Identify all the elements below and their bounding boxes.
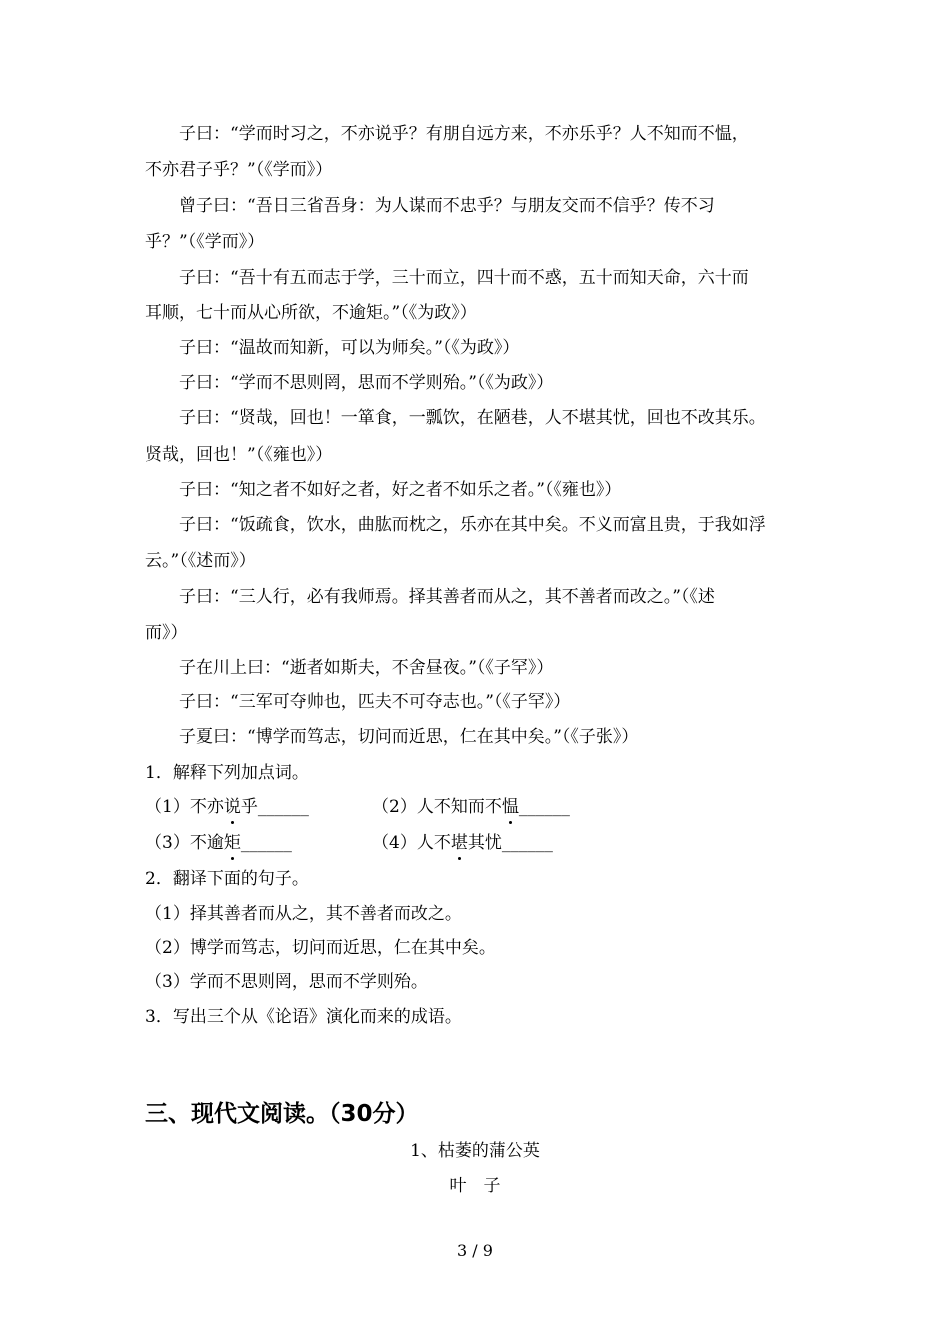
passage-6-line-1: 子曰：“贤哉，回也！一箪食，一瓢饮，在陋巷，人不堪其忧，回也不改其乐。: [179, 408, 766, 428]
passage-7-line-1: 子曰：“知之者不如好之者，好之者不如乐之者。”（《雍也》）: [179, 480, 622, 500]
article-title: 1、枯萎的蒲公英: [410, 1141, 540, 1161]
dotted-word: 矩: [223, 833, 241, 853]
passage-3-line-2: 耳顺，七十而从心所欲，不逾矩。”（《为政》）: [145, 303, 477, 323]
passage-1-line-1: 子曰：“学而时习之，不亦说乎？有朋自远方来，不亦乐乎？人不知而不愠，: [179, 124, 749, 144]
item-prefix: （1）不亦: [145, 797, 224, 817]
dotted-word: 说: [223, 797, 241, 817]
answer-blank[interactable]: ______: [257, 797, 309, 817]
passage-10-line-1: 子在川上曰：“逝者如斯夫，不舍昼夜。”（《子罕》）: [179, 658, 554, 678]
item-suffix: 其忧: [467, 833, 502, 853]
answer-blank[interactable]: ______: [240, 833, 292, 853]
answer-blank[interactable]: ______: [501, 833, 553, 853]
page-number: 3 / 9: [457, 1241, 493, 1260]
item-prefix: （3）不逾: [145, 833, 224, 853]
passage-9-line-1: 子曰：“三人行，必有我师焉。择其善者而从之，其不善者而改之。”（《述: [179, 587, 715, 607]
passage-11-line-1: 子曰：“三军可夺帅也，匹夫不可夺志也。”（《子罕》）: [179, 692, 571, 712]
question-3-title: 3．写出三个从《论语》演化而来的成语。: [145, 1007, 462, 1027]
passage-6-line-2: 贤哉，回也！”（《雍也》）: [145, 445, 333, 465]
passage-12-line-1: 子夏曰：“博学而笃志，切问而近思，仁在其中矣。”（《子张》）: [179, 727, 639, 747]
question-1-item-2: [372, 795, 570, 819]
item-suffix: 乎: [240, 797, 258, 817]
question-2-item-3: （3）学而不思则罔，思而不学则殆。: [145, 972, 428, 992]
item-prefix: （4）人不: [372, 833, 451, 853]
dotted-word: 愠: [501, 797, 519, 817]
question-1-item-1: [145, 795, 309, 819]
dotted-word: 堪: [450, 833, 468, 853]
passage-2-line-1: 曾子曰：“吾日三省吾身：为人谋而不忠乎？与朋友交而不信乎？传不习: [179, 196, 715, 216]
question-1-item-3: [145, 831, 292, 855]
question-2-item-2: （2）博学而笃志，切问而近思，仁在其中矣。: [145, 938, 496, 958]
passage-1-line-2: 不亦君子乎？”（《学而》）: [145, 160, 333, 180]
passage-8-line-1: 子曰：“饭疏食，饮水，曲肱而枕之，乐亦在其中矣。不义而富且贵，于我如浮: [179, 515, 766, 535]
passage-3-line-1: 子曰：“吾十有五而志于学，三十而立，四十而不惑，五十而知天命，六十而: [179, 268, 749, 288]
passage-2-line-2: 乎？”（《学而》）: [145, 232, 265, 252]
question-1-title: 1．解释下列加点词。: [145, 763, 309, 783]
question-2-item-1: （1）择其善者而从之，其不善者而改之。: [145, 904, 462, 924]
question-2-title: 2．翻译下面的句子。: [145, 869, 309, 889]
passage-8-line-2: 云。”（《述而》）: [145, 551, 256, 571]
section-heading: 三、现代文阅读。（30分）: [145, 1101, 419, 1127]
passage-9-line-2: 而》）: [145, 623, 188, 643]
passage-4-line-1: 子曰：“温故而知新，可以为师矣。”（《为政》）: [179, 338, 520, 358]
question-1-item-4: [372, 831, 553, 855]
article-author: 叶 子: [449, 1176, 501, 1196]
answer-blank[interactable]: ______: [518, 797, 570, 817]
passage-5-line-1: 子曰：“学而不思则罔，思而不学则殆。”（《为政》）: [179, 373, 554, 393]
item-prefix: （2）人不知而不: [372, 797, 502, 817]
